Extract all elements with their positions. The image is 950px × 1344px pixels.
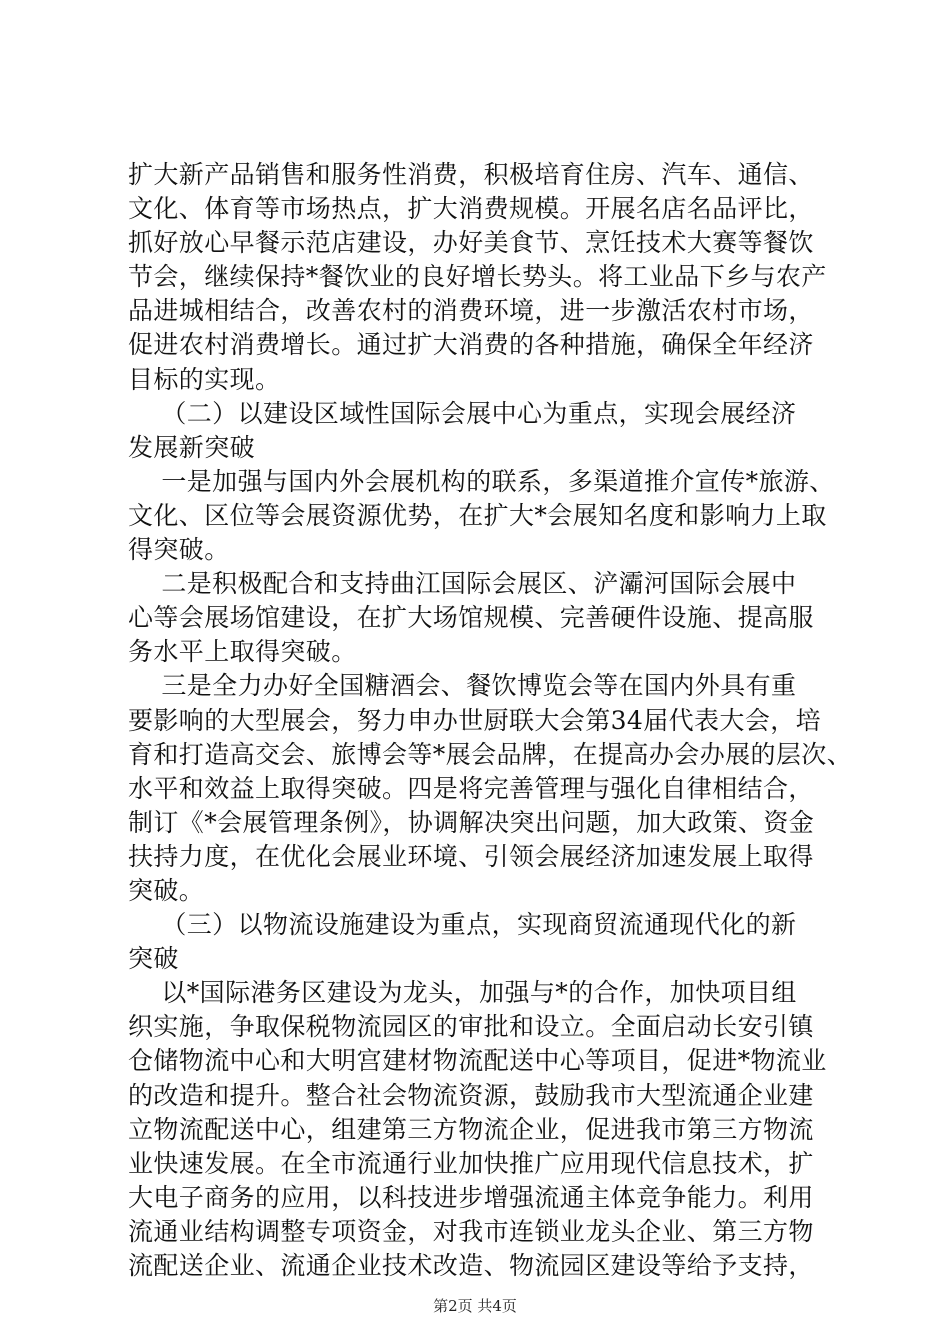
text-line: 抓好放心早餐示范店建设，办好美食节、烹饪技术大赛等餐饮 [128, 228, 814, 258]
text-line: 文化、体育等市场热点，扩大消费规模。开展名店名品评比， [128, 194, 814, 224]
section-heading-line: 发展新突破 [128, 432, 256, 462]
text-line: 突破。 [128, 875, 205, 905]
text-line: 立物流配送中心，组建第三方物流企业，促进我市第三方物流 [128, 1114, 814, 1144]
text-line: 织实施，争取保税物流园区的审批和设立。全面启动长安引镇 [128, 1012, 814, 1042]
text-line: 的改造和提升。整合社会物流资源，鼓励我市大型流通企业建 [128, 1080, 814, 1110]
text-line: 流配送企业、流通企业技术改造、物流园区建设等给予支持， [128, 1251, 814, 1280]
text-line: 二是积极配合和支持曲江国际会展区、浐灞河国际会展中 [128, 569, 797, 599]
text-line: 一是加强与国内外会展机构的联系，多渠道推介宣传*旅游、 [128, 466, 835, 496]
page-number-footer: 第2页 共4页 [433, 1297, 517, 1315]
body-text [128, 158, 853, 1283]
text-line: 扩大新产品销售和服务性消费，积极培育住房、汽车、通信、 [128, 160, 814, 189]
text-line: 流通业结构调整专项资金，对我市连锁业龙头企业、第三方物 [128, 1216, 814, 1246]
text-line: 目标的实现。 [128, 364, 281, 394]
text-line: 心等会展场馆建设，在扩大场馆规模、完善硬件设施、提高服 [128, 603, 814, 633]
section-heading-line: （二）以建设区域性国际会展中心为重点，实现会展经济 [128, 398, 797, 428]
text-line: 三是全力办好全国糖酒会、餐饮博览会等在国内外具有重 [128, 671, 797, 701]
text-line: 以*国际港务区建设为龙头，加强与*的合作，加快项目组 [128, 978, 797, 1008]
text-line: 节会，继续保持*餐饮业的良好增长势头。将工业品下乡与农产 [128, 262, 827, 292]
text-line: 仓储物流中心和大明宫建材物流配送中心等项目，促进*物流业 [128, 1046, 827, 1076]
text-line: 得突破。 [128, 535, 230, 565]
section-heading-line: 突破 [128, 944, 179, 974]
text-line: 务水平上取得突破。 [128, 637, 357, 667]
text-line: 文化、区位等会展资源优势，在扩大*会展知名度和影响力上取 [128, 500, 827, 530]
text-line: 要影响的大型展会，努力申办世厨联大会第34届代表大会，培 [128, 705, 822, 735]
text-line: 水平和效益上取得突破。四是将完善管理与强化自律相结合， [128, 773, 814, 803]
section-heading-line: （三）以物流设施建设为重点，实现商贸流通现代化的新 [128, 910, 797, 940]
text-line: 业快速发展。在全市流通行业加快推广应用现代信息技术，扩 [128, 1148, 814, 1178]
text-line: 育和打造高交会、旅博会等*展会品牌，在提高办会办展的层次、 [128, 739, 853, 769]
text-line: 扶持力度，在优化会展业环境、引领会展经济加速发展上取得 [128, 841, 814, 871]
text-line: 大电子商务的应用，以科技进步增强流通主体竞争能力。利用 [128, 1182, 814, 1212]
text-line: 促进农村消费增长。通过扩大消费的各种措施，确保全年经济 [128, 330, 814, 360]
text-line: 品进城相结合，改善农村的消费环境，进一步激活农村市场， [128, 296, 814, 326]
text-line: 制订《*会展管理条例》，协调解决突出问题，加大政策、资金 [128, 807, 815, 837]
